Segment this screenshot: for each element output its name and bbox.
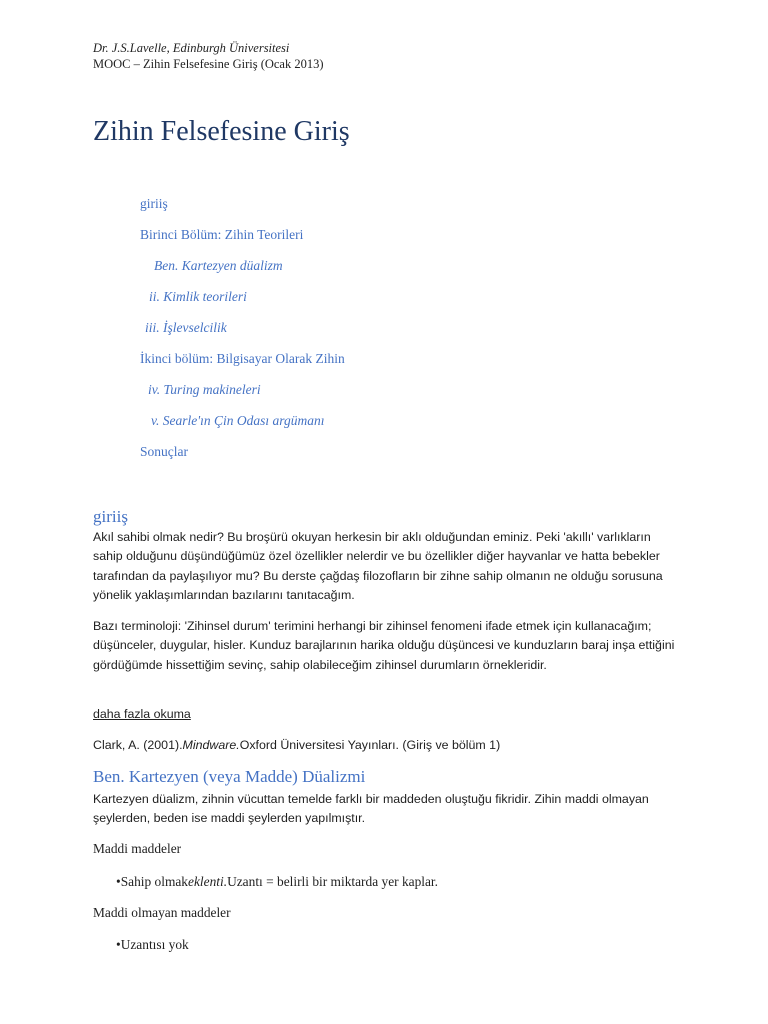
toc-item-part-two[interactable]: İkinci bölüm: Bilgisayar Olarak Zihin [140, 351, 345, 366]
immaterial-substances-label: Maddi olmayan maddeler [93, 905, 231, 920]
reference-title: Mindware. [182, 738, 240, 752]
toc-item-introduction[interactable]: giriiş [140, 196, 168, 211]
intro-paragraph-2: Bazı terminoloji: 'Zihinsel durum' terimini herhangi bir zihinsel fenomeni ifade etmek için kullanacağım; düşünceler, duygular, hisler. Kunduz barajlarının harika olduğu düşüncesi ve kunduzların baraj inşa ettiğini gördüğümde hissettiğim sevinç, sahip olabileceğim zihinsel durumların örnekleridir. [93, 619, 675, 672]
material-bullet-definition: Uzantı = belirli bir miktarda yer kaplar. [227, 874, 439, 889]
page-title: Zihin Felsefesine Giriş [93, 116, 350, 147]
toc-item-cartesian-dualism[interactable]: Ben. Kartezyen düalizm [154, 258, 283, 273]
intro-paragraph-1: Akıl sahibi olmak nedir? Bu broşürü okuyan herkesin bir aklı olduğundan eminiz. Peki 'akıllı' varlıkların sahip olduğunu düşündüğümüz özel özellikler nelerdir ve bu özellikler diğer hayvanlar ve hatta bebekler tarafından da paylaşılıyor mu? Bu derste çağdaş filozofların bir zihne sahip olmanın ne olduğu sorusuna yönelik yaklaşımlarından bazılarını tanıtacağım. [93, 530, 663, 602]
toc-item-identity-theories[interactable]: ii. Kimlik teorileri [149, 289, 247, 304]
header-course: MOOC – Zihin Felsefesine Giriş (Ocak 2013) [93, 57, 324, 71]
toc-item-conclusions[interactable]: Sonuçlar [140, 444, 188, 459]
reference-publisher: Oxford Üniversitesi Yayınları. (Giriş ve bölüm 1) [239, 738, 501, 752]
toc-item-turing-machines[interactable]: iv. Turing makineleri [148, 382, 261, 397]
immaterial-bullet: •Uzantısı yok [116, 937, 189, 952]
reference-author: Clark, A. (2001). [93, 738, 183, 752]
toc-item-functionalism[interactable]: iii. İşlevselcilik [145, 320, 227, 335]
material-bullet [116, 873, 438, 891]
material-bullet-emphasis: eklenti. [188, 874, 228, 889]
further-reading-line [93, 705, 683, 724]
dualism-paragraph: Kartezyen düalizm, zihnin vücuttan temelde farklı bir maddeden oluştuğu fikridir. Zihin maddi olmayan şeylerden, beden ise maddi şeylerden yapılmıştır. [93, 792, 649, 826]
section-heading-introduction: giriiş [93, 507, 128, 526]
header-author: Dr. J.S.Lavelle, Edinburgh Üniversitesi [93, 41, 290, 55]
toc-item-part-one[interactable]: Birinci Bölüm: Zihin Teorileri [140, 227, 304, 242]
section-heading-cartesian-dualism: Ben. Kartezyen (veya Madde) Düalizmi [93, 767, 366, 786]
material-substances-label: Maddi maddeler [93, 841, 182, 856]
further-reading-link[interactable]: daha fazla okuma [93, 707, 191, 721]
material-bullet-text: •Sahip olmak [116, 874, 189, 889]
toc-item-chinese-room[interactable]: v. Searle'ın Çin Odası argümanı [151, 413, 325, 428]
reference-clark [93, 736, 683, 755]
